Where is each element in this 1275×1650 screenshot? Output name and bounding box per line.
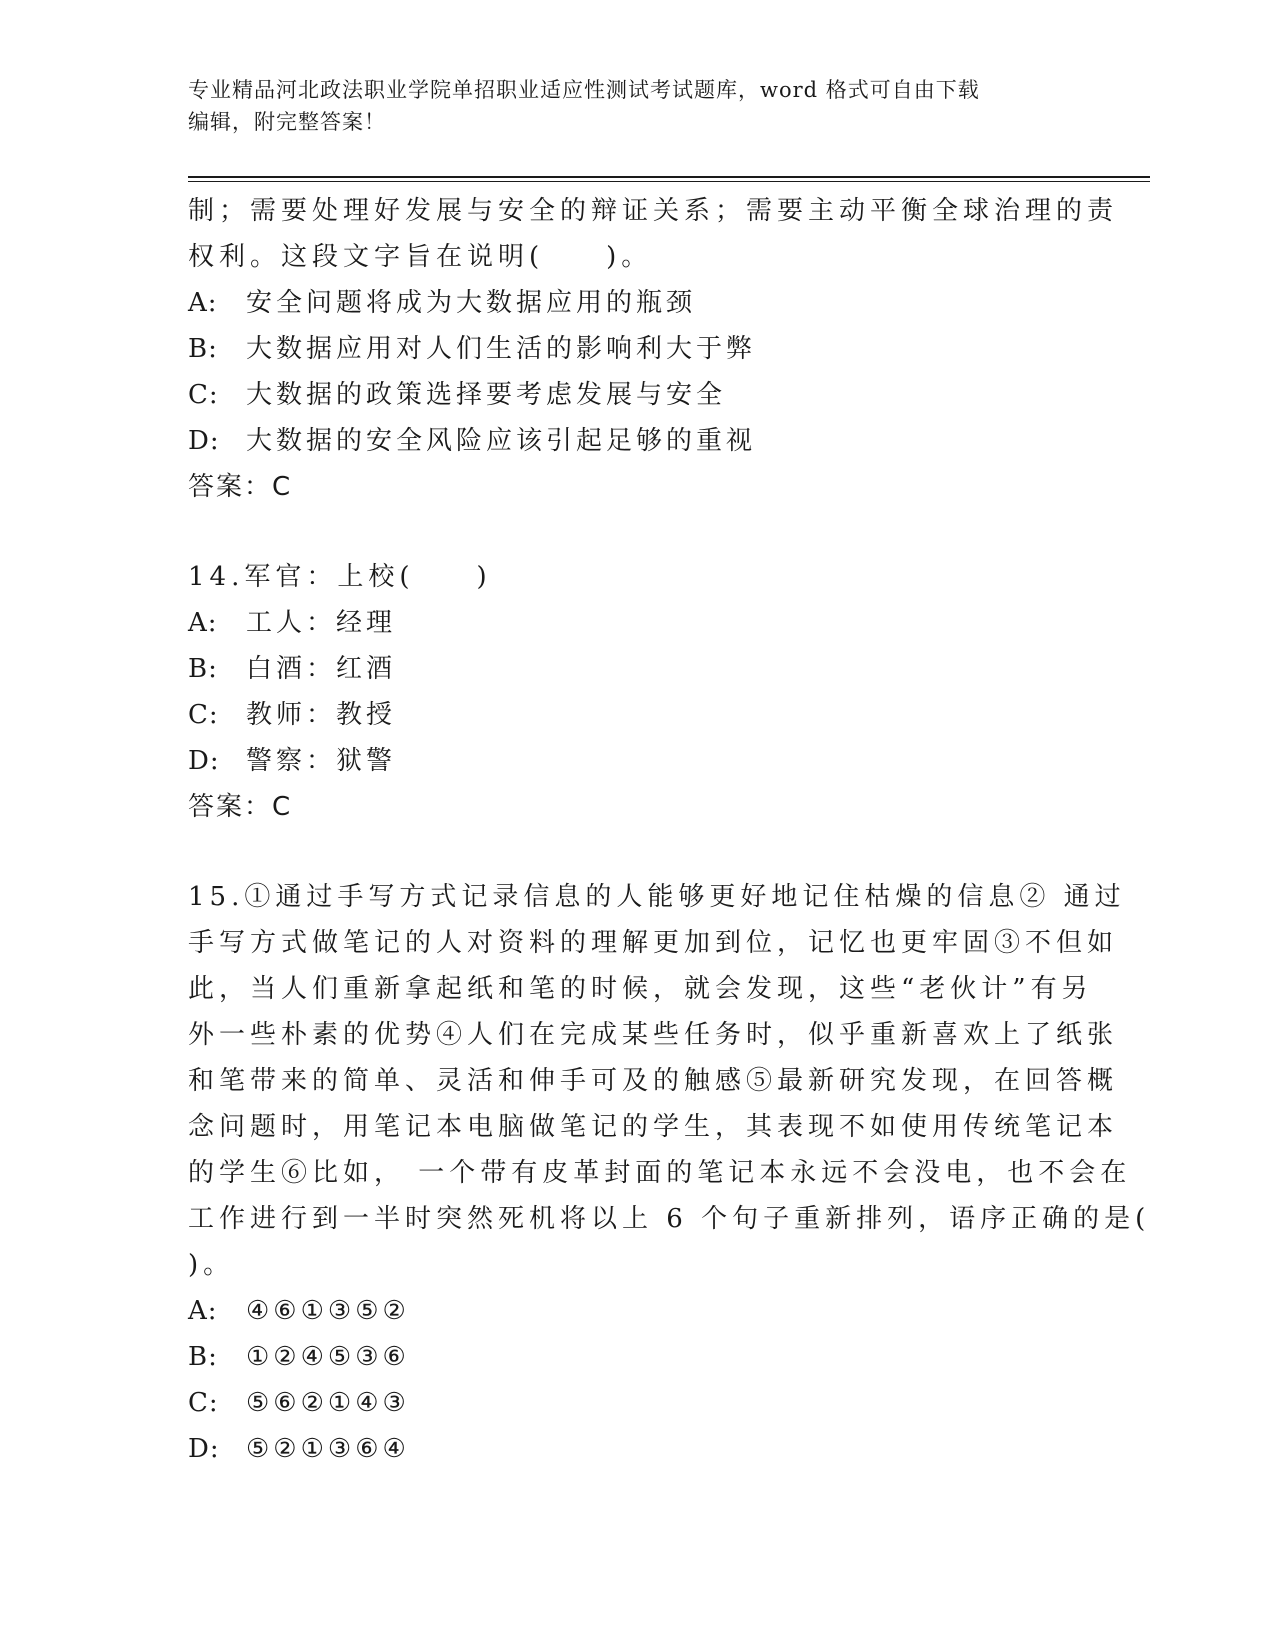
- option-text: ⑤②①③⑥④: [246, 1434, 410, 1464]
- option-a: [188, 280, 1088, 326]
- question-stem-line: 制；需要处理好发展与安全的辩证关系；需要主动平衡全球治理的责: [188, 196, 1119, 226]
- document-body: [188, 188, 1151, 1472]
- header-divider: [188, 176, 1150, 182]
- question-15: [188, 874, 1151, 1472]
- question-stem-line: 工作进行到一半时突然死机将以上 6 个句子重新排列，语序正确的是(: [188, 1204, 1151, 1234]
- answer-line: 答案：C: [188, 792, 293, 822]
- question-stem-line: )。: [188, 1250, 235, 1280]
- question-stem-line: 外一些朴素的优势④人们在完成某些任务时，似乎重新喜欢上了纸张: [188, 1020, 1119, 1050]
- question-stem-line: 和笔带来的简单、灵活和伸手可及的触感⑤最新研究发现，在回答概: [188, 1066, 1119, 1096]
- question-stem-line: 手写方式做笔记的人对资料的理解更加到位，记忆也更牢固③不但如: [188, 928, 1119, 958]
- option-text: 工人：经理: [246, 608, 397, 638]
- question-stem-line: 15.①通过手写方式记录信息的人能够更好地记住枯燥的信息② 通过: [188, 882, 1126, 912]
- option-key: D:: [188, 426, 220, 456]
- option-d: [188, 1426, 1088, 1472]
- option-key: A:: [188, 1296, 218, 1326]
- option-key: B:: [188, 1342, 218, 1372]
- option-text: ①②④⑤③⑥: [246, 1342, 410, 1372]
- option-c: [188, 1380, 1088, 1426]
- question-stem-line: 的学生⑥比如， 一个带有皮革封面的笔记本永远不会没电，也不会在: [188, 1158, 1132, 1188]
- option-key: B:: [188, 334, 218, 364]
- option-c: [188, 372, 1088, 418]
- option-c: [188, 692, 1088, 738]
- header-title-line-1: 专业精品河北政法职业学院单招职业适应性测试考试题库，word 格式可自由下载: [188, 78, 980, 102]
- option-d: [188, 418, 1088, 464]
- option-key: A:: [188, 288, 218, 318]
- question-stem-line: 念问题时，用笔记本电脑做笔记的学生，其表现不如使用传统笔记本: [188, 1112, 1119, 1142]
- spacer: [188, 510, 1088, 554]
- option-b: [188, 646, 1088, 692]
- question-stem-line: 14.军官：上校( ): [188, 562, 492, 592]
- option-a: [188, 1288, 1088, 1334]
- option-key: D:: [188, 1434, 220, 1464]
- option-d: [188, 738, 1088, 784]
- question-stem-line: 权利。这段文字旨在说明( )。: [188, 242, 653, 272]
- option-key: D:: [188, 746, 220, 776]
- option-b: [188, 1334, 1088, 1380]
- option-text: 大数据应用对人们生活的影响利大于弊: [246, 334, 757, 364]
- option-text: 警察：狱警: [246, 746, 397, 776]
- spacer: [188, 830, 1088, 874]
- option-a: [188, 600, 1088, 646]
- question-stem-line: 此，当人们重新拿起纸和笔的时候，就会发现，这些“老伙计”有另: [188, 974, 1093, 1004]
- option-b: [188, 326, 1088, 372]
- option-key: C:: [188, 380, 219, 410]
- option-key: C:: [188, 1388, 219, 1418]
- question-14: [188, 554, 1088, 830]
- answer-line: 答案：C: [188, 472, 293, 502]
- header-title-line-2: 编辑，附完整答案！: [188, 110, 386, 134]
- option-text: 大数据的政策选择要考虑发展与安全: [246, 380, 727, 410]
- option-text: ④⑥①③⑤②: [246, 1296, 410, 1326]
- option-text: 教师：教授: [246, 700, 397, 730]
- option-text: 安全问题将成为大数据应用的瓶颈: [246, 288, 697, 318]
- page-header: [188, 74, 1068, 138]
- option-key: A:: [188, 608, 218, 638]
- question-13: [188, 188, 1119, 510]
- option-text: ⑤⑥②①④③: [246, 1388, 410, 1418]
- option-text: 大数据的安全风险应该引起足够的重视: [246, 426, 757, 456]
- option-text: 白酒：红酒: [246, 654, 397, 684]
- option-key: C:: [188, 700, 219, 730]
- option-key: B:: [188, 654, 218, 684]
